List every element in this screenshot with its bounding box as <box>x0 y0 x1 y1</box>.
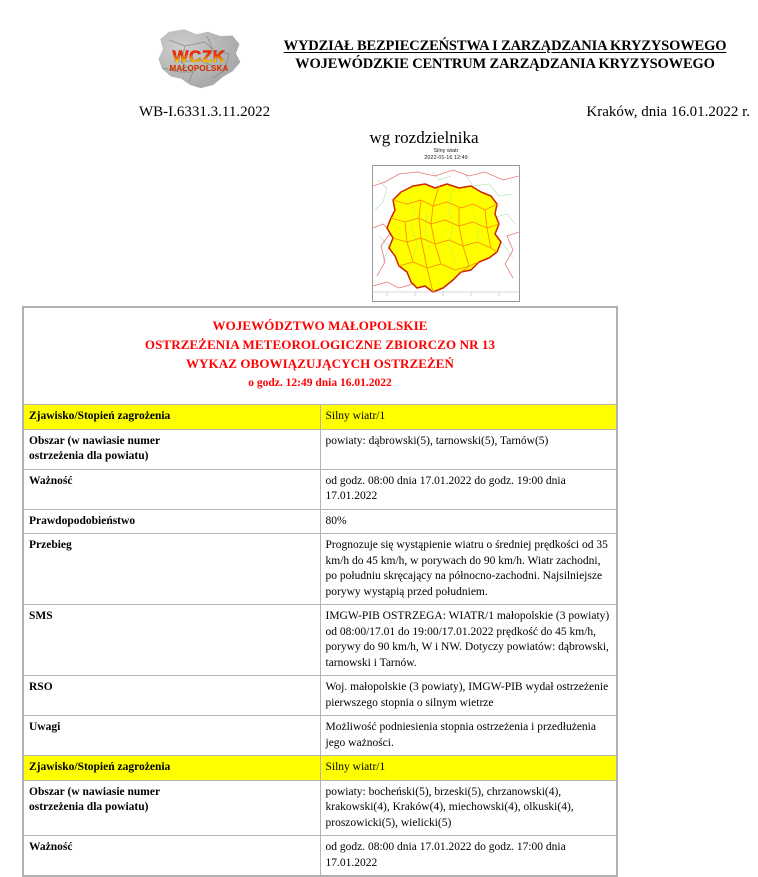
label-validity-2: Ważność <box>23 836 320 877</box>
table-row <box>23 405 617 430</box>
label-area-2 <box>23 780 320 836</box>
heading-bulletin-number: OSTRZEŻENIA METEOROLOGICZNE ZBIORCZO NR 13 <box>144 337 496 352</box>
label-area-1 <box>23 429 320 469</box>
label-rso-1: RSO <box>23 676 320 716</box>
page-title-primary: WYDZIAŁ BEZPIECZEŃSTWA I ZARZĄDZANIA KRYZYSOWEGO <box>283 38 727 54</box>
label-area2-line2: ostrzeżenia dla powiatu) <box>29 801 149 813</box>
malopolska-warning-map-icon <box>373 166 519 301</box>
label-validity-1: Ważność <box>23 469 320 509</box>
table-heading-row <box>23 307 617 405</box>
label-area-line1: Obszar (w nawiasie numer <box>29 434 161 447</box>
heading-issue-time: o godz. 12:49 dnia 16.01.2022 <box>248 377 392 389</box>
reference-row <box>0 104 758 126</box>
label-notes-1: Uwagi <box>23 716 320 756</box>
heading-subtitle: WYKAZ OBOWIĄZUJĄCYCH OSTRZEŻEŃ <box>185 356 455 371</box>
heading-voivodeship: WOJEWÓDZTWO MAŁOPOLSKIE <box>212 318 428 333</box>
map-caption-phenomenon: Silny wiatr <box>433 148 459 154</box>
value-phenomenon-2: Silny wiatr/1 <box>320 756 617 781</box>
table-row <box>23 676 617 716</box>
document-header <box>0 28 758 96</box>
table-row <box>23 756 617 781</box>
value-area-1: powiaty: dąbrowski(5), tarnowski(5), Tarnów(5) <box>320 429 617 469</box>
table-row <box>23 605 617 676</box>
label-course-1: Przebieg <box>23 534 320 605</box>
document-reference-number: WB-I.6331.3.11.2022 <box>139 104 271 120</box>
table-heading-cell <box>23 307 617 405</box>
table-row <box>23 509 617 534</box>
logo-acronym: WCZK <box>157 48 241 65</box>
warnings-table <box>22 306 618 877</box>
header-title-block <box>255 37 755 73</box>
label-probability-1: Prawdopodobieństwo <box>23 509 320 534</box>
distribution-note: wg rozdzielnika <box>369 128 479 147</box>
value-area-2: powiaty: bocheński(5), brzeski(5), chrzanowski(4), krakowski(4), Kraków(4), miechowski(4), olkuski(4), proszowicki(5), wielicki(5) <box>320 780 617 836</box>
logo-region-label: MAŁOPOLSKA <box>169 64 229 73</box>
value-sms-1: IMGW-PIB OSTRZEGA: WIATR/1 małopolskie (3 powiaty) od 08:00/17.01 do 19:00/17.01.2022 prędkość do 45 km/h, porywy do 90 km/h, W i NW. Dotyczy powiatów: dąbrowski, tarnowski i Tarnów. <box>320 605 617 676</box>
map-canvas <box>372 165 520 302</box>
wczk-logo <box>155 28 243 90</box>
table-row <box>23 534 617 605</box>
label-sms-1: SMS <box>23 605 320 676</box>
value-validity-1: od godz. 08:00 dnia 17.01.2022 do godz. 19:00 dnia 17.01.2022 <box>320 469 617 509</box>
warning-map-figure <box>372 148 520 303</box>
label-phenomenon-1: Zjawisko/Stopień zagrożenia <box>23 405 320 430</box>
label-area-line2: ostrzeżenia dla powiatu) <box>29 450 149 462</box>
map-caption-timestamp: 2022-01-16 12:49 <box>424 155 468 161</box>
value-course-1: Prognozuje się wystąpienie wiatru o średniej prędkości od 35 km/h do 45 km/h, w porywach do 90 km/h. Wiatr zachodni, po południu skręcający na północno-zachodni. Najsilniejsze porywy wystąpią przed południem. <box>320 534 617 605</box>
table-row <box>23 469 617 509</box>
map-caption <box>372 148 520 162</box>
value-notes-1: Możliwość podniesienia stopnia ostrzeżenia i przedłużenia jego ważności. <box>320 716 617 756</box>
value-rso-1: Woj. małopolskie (3 powiaty), IMGW-PIB wydał ostrzeżenie pierwszego stopnia o silnym wietrze <box>320 676 617 716</box>
label-phenomenon-2: Zjawisko/Stopień zagrożenia <box>23 756 320 781</box>
place-and-date: Kraków, dnia 16.01.2022 r. <box>586 104 750 120</box>
value-validity-2: od godz. 08:00 dnia 17.01.2022 do godz. 17:00 dnia 17.01.2022 <box>320 836 617 877</box>
value-phenomenon-1: Silny wiatr/1 <box>320 405 617 430</box>
table-row <box>23 429 617 469</box>
table-row <box>23 716 617 756</box>
label-area2-line1: Obszar (w nawiasie numer <box>29 785 161 798</box>
table-row <box>23 780 617 836</box>
value-probability-1: 80% <box>320 509 617 534</box>
page-title-secondary: WOJEWÓDZKIE CENTRUM ZARZĄDZANIA KRYZYSOWEGO <box>295 56 715 72</box>
table-row <box>23 836 617 877</box>
